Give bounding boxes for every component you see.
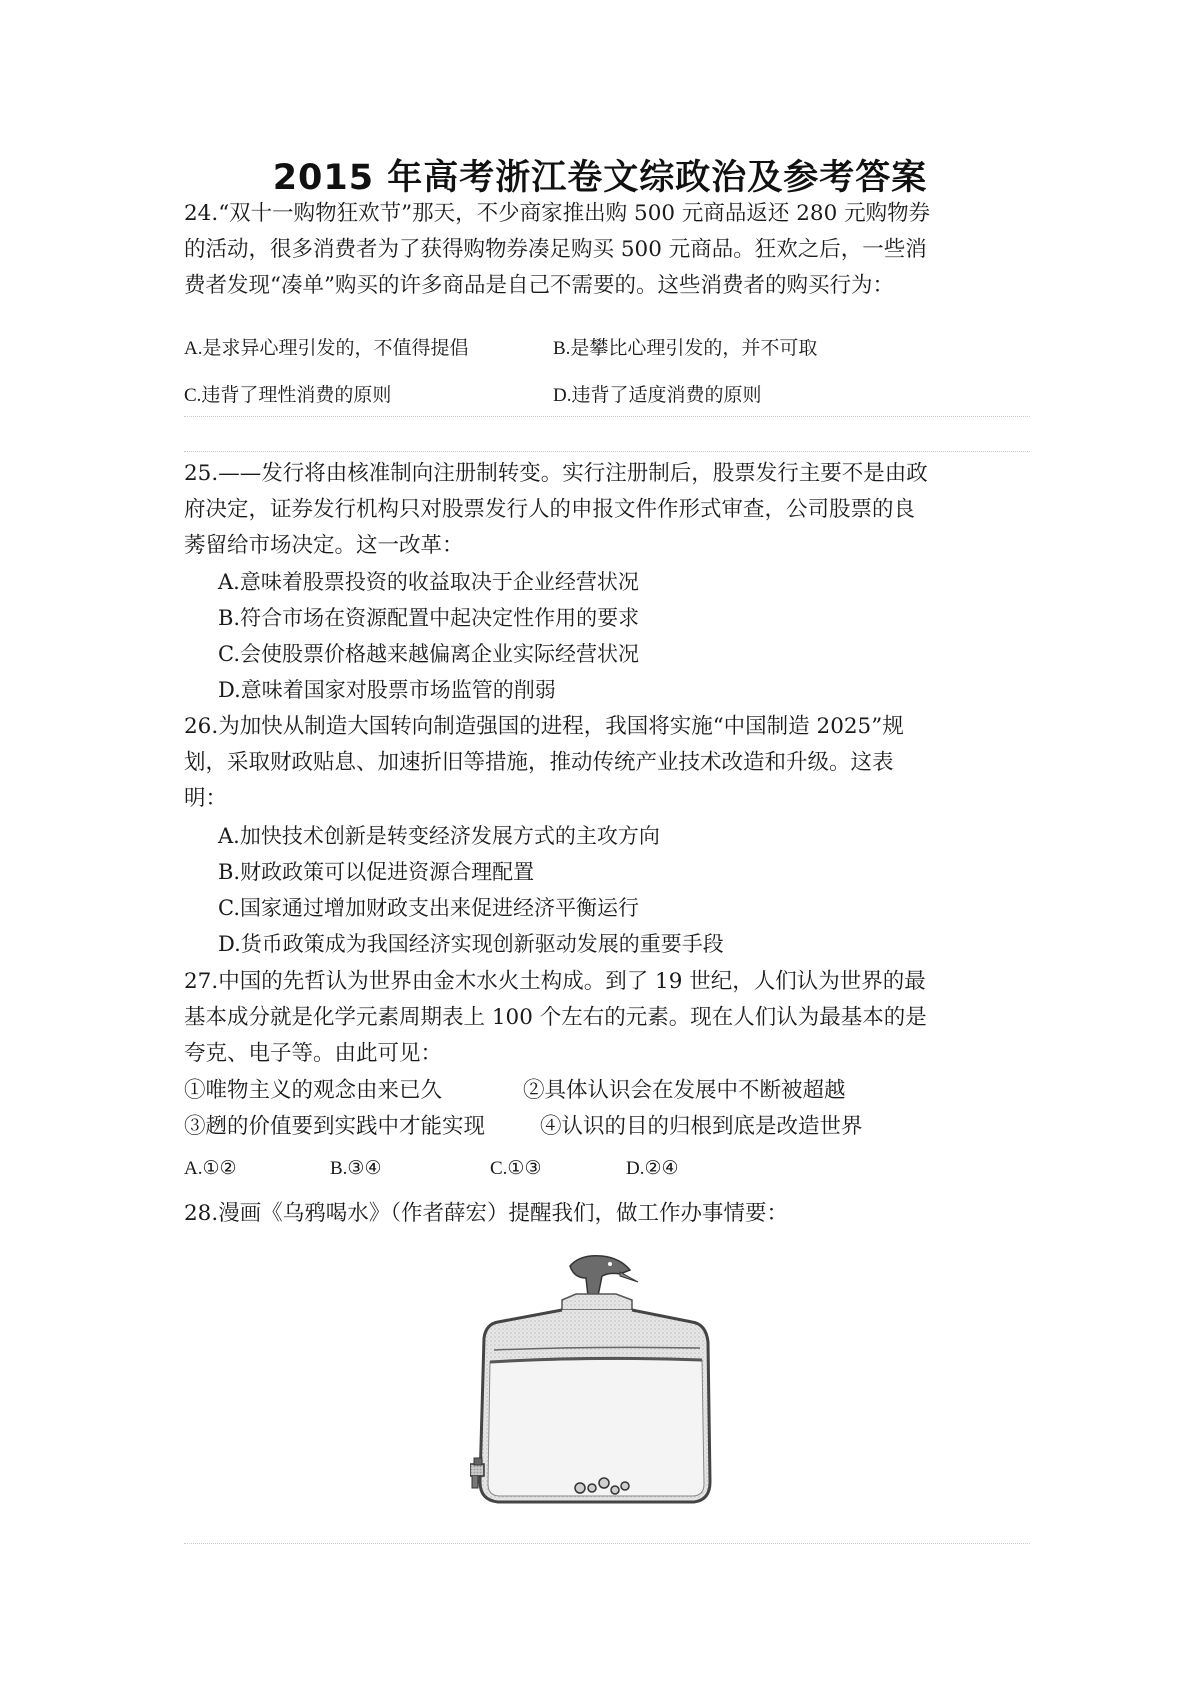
question-25-line: 莠留给市场决定。这一改革：	[184, 533, 464, 558]
statement-1: ①唯物主义的观念由来已久	[184, 1078, 443, 1103]
question-28-line: 28.漫画《乌鸦喝水》（作者薛宏）提醒我们，做工作办事情要：	[184, 1201, 788, 1226]
question-26-option-b: B.财政政策可以促进资源合理配置	[218, 860, 535, 884]
divider	[184, 416, 1030, 417]
question-26-line: 划，采取财政贴息、加速折旧等措施，推动传统产业技术改造和升级。这表	[184, 750, 894, 775]
question-24-option-a: A.是求异心理引发的，不值得提倡	[184, 338, 469, 359]
question-27-option-b: B.③④	[330, 1158, 382, 1179]
question-27	[184, 964, 1034, 1072]
question-26-option-a: A.加快技术创新是转变经济发展方式的主攻方向	[218, 824, 660, 848]
question-27-line: 27.中国的先哲认为世界由金木水火土构成。到了 19 世纪，人们认为世界的最	[184, 969, 926, 994]
question-27-option-d: D.②④	[626, 1158, 679, 1179]
question-26	[184, 709, 1034, 817]
statement-3: ③趔的价值要到实践中才能实现	[184, 1114, 486, 1139]
divider	[184, 1543, 1030, 1544]
crow-drinking-water-cartoon-icon	[470, 1252, 720, 1522]
question-25-option-b: B.符合市场在资源配置中起决定性作用的要求	[218, 606, 640, 630]
question-28	[184, 1196, 1034, 1232]
question-25-option-c: C.会使股票价格越来越偏离企业实际经营状况	[218, 642, 639, 666]
question-24	[184, 196, 1034, 304]
question-26-option-c: C.国家通过增加财政支出来促进经济平衡运行	[218, 896, 639, 920]
question-25-option-d: D.意味着国家对股票市场监管的削弱	[218, 678, 556, 702]
question-25-line: 府决定，证券发行机构只对股票发行人的申报文件作形式审查，公司股票的良	[184, 497, 916, 522]
question-27-option-c: C.①③	[490, 1158, 542, 1179]
question-26-line: 明：	[184, 786, 228, 811]
question-25-option-a: A.意味着股票投资的收益取决于企业经营状况	[218, 570, 639, 594]
question-24-line: 的活动，很多消费者为了获得购物券凑足购买 500 元商品。狂欢之后，一些消	[184, 237, 927, 262]
question-24-option-b: B.是攀比心理引发的，并不可取	[553, 338, 818, 359]
question-27-option-a: A.①②	[184, 1158, 237, 1179]
page-title: 2015 年高考浙江卷文综政治及参考答案	[272, 158, 928, 198]
question-24-option-d: D.违背了适度消费的原则	[553, 385, 762, 406]
question-26-line: 26.为加快从制造大国转向制造强国的进程，我国将实施“中国制造 2025”规	[184, 714, 904, 739]
statement-2: ②具体认识会在发展中不断被超越	[523, 1078, 846, 1103]
question-25	[184, 456, 1034, 564]
question-24-line: 24.“双十一购物狂欢节”那天，不少商家推出购 500 元商品返还 280 元购物券	[184, 201, 931, 226]
statement-4: ④认识的目的归根到底是改造世界	[540, 1114, 863, 1139]
divider	[184, 451, 1030, 452]
question-27-line: 夸克、电子等。由此可见：	[184, 1041, 443, 1066]
question-26-option-d: D.货币政策成为我国经济实现创新驱动发展的重要手段	[218, 932, 724, 956]
question-25-line: 25.——发行将由核准制向注册制转变。实行注册制后，股票发行主要不是由政	[184, 461, 928, 486]
question-24-option-c: C.违背了理性消费的原则	[184, 385, 392, 406]
question-27-line: 基本成分就是化学元素周期表上 100 个左右的元素。现在人们认为最基本的是	[184, 1005, 927, 1030]
question-24-line: 费者发现“凑单”购买的许多商品是自己不需要的。这些消费者的购买行为：	[184, 273, 894, 298]
